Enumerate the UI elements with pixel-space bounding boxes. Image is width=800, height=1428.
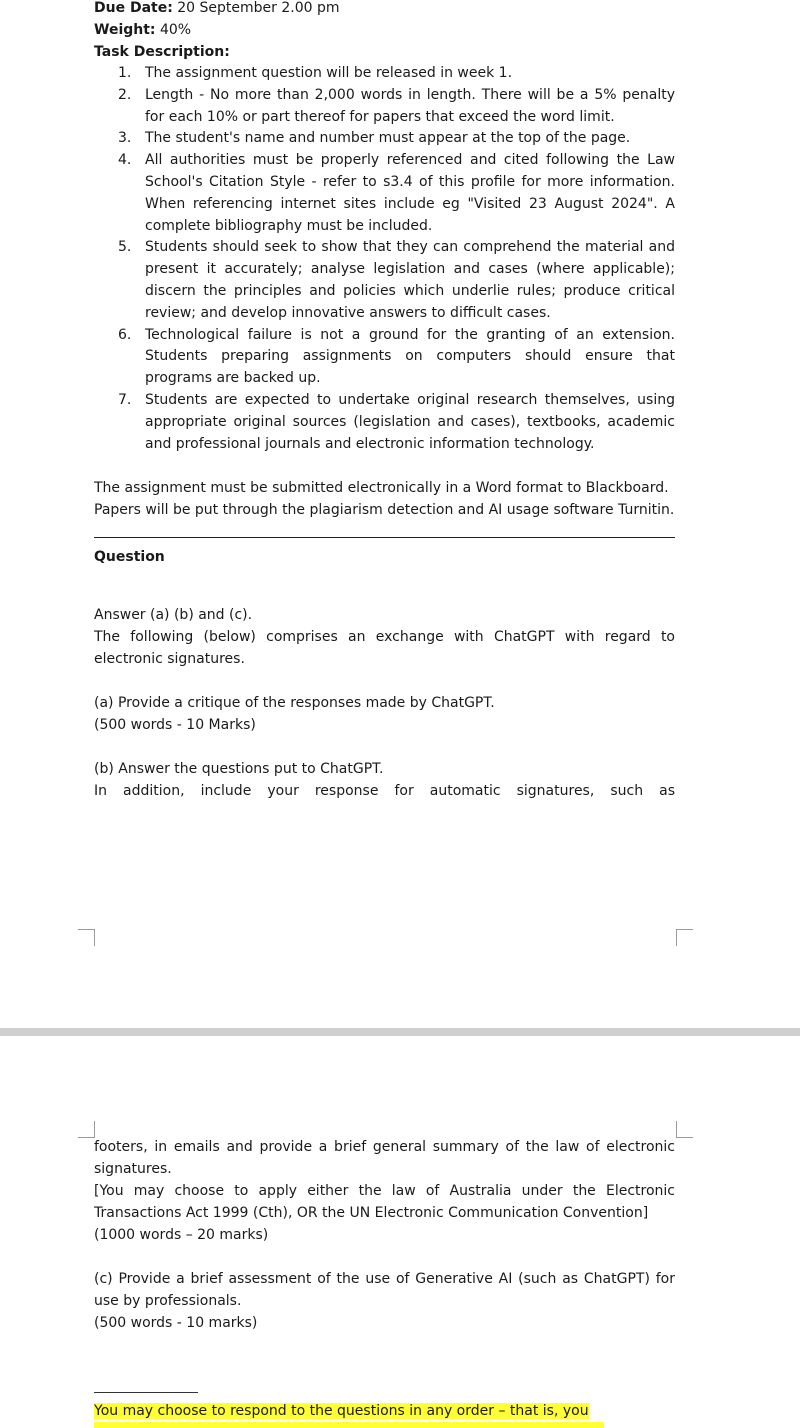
part-b-detail-continued: footers, in emails and provide a brief general summary of the law of electronic signatures. [94, 1139, 675, 1177]
list-item-text: The student's name and number must appear at the top of the page. [145, 130, 631, 147]
list-item-number: 3. [118, 130, 132, 147]
list-item-text: All authorities must be properly referenced and cited following the Law School's Citation Style - refer to s3.4 of this profile for more information. When referencing internet sites include eg "Visited 23 August 2024". A complete bibliography must be included. [145, 152, 675, 234]
part-b-marks: (1000 words – 20 marks) [94, 1227, 269, 1243]
list-item-text: Length - No more than 2,000 words in length. There will be a 5% penalty for each 10% or part thereof for papers that exceed the word limit. [145, 86, 675, 125]
question-intro: The following (below) comprises an exchange with ChatGPT with regard to electronic signatures. [94, 629, 675, 668]
list-item-text: Students are expected to undertake original research themselves, using appropriate original sources (legislation and cases), textbooks, academic and professional journals and electronic information technology. [145, 391, 675, 452]
list-item-text: The assignment question will be released in week 1. [145, 65, 513, 81]
due-date-label: Due Date: [94, 0, 173, 16]
list-item [94, 128, 675, 150]
crop-mark-icon [676, 1121, 693, 1138]
list-item-number: 5. [118, 239, 132, 256]
part-a-text: (a) Provide a critique of the responses made by ChatGPT. [94, 695, 495, 712]
list-item [94, 63, 675, 85]
plagiarism-text: Papers will be put through the plagiarism detection and AI usage software Turnitin. [94, 502, 675, 519]
footnote-rule [94, 1392, 198, 1393]
list-item-text: Students should seek to show that they can comprehend the material and present it accurately; analyse legislation and cases (where applicable); discern the principles and policies which underlie rules; produce critical review; and develop innovative answers to difficult cases. [145, 239, 675, 321]
part-b-detail: In addition, include your response for automatic signatures, such as [94, 783, 675, 800]
part-c-marks: (500 words - 10 marks) [94, 1315, 258, 1331]
list-item [94, 85, 675, 129]
list-item [94, 390, 675, 455]
task-list [94, 63, 675, 455]
page-2-body [94, 1136, 675, 1334]
crop-mark-icon [676, 929, 693, 946]
page-separator [0, 1028, 800, 1036]
list-item [94, 237, 675, 324]
due-date-line [94, 0, 675, 19]
list-item-text: Technological failure is not a ground for the granting of an extension. Students preparing assignments on computers should ensure that programs are backed up. [145, 326, 675, 387]
list-item-number: 2. [118, 86, 132, 103]
weight-value: 40% [159, 22, 192, 38]
due-date-value: 20 September 2.00 pm [177, 0, 340, 16]
task-description-label: Task Description: [94, 44, 230, 60]
part-b-option: [You may choose to apply either the law of Australia under the Electronic Transactions Act 1999 (Cth), OR the UN Electronic Communication Convention] [94, 1183, 675, 1221]
list-item-number: 1. [118, 65, 132, 81]
page-1-body [94, 0, 675, 802]
task-description-heading [94, 41, 675, 63]
highlighted-line-cutoff [94, 1422, 604, 1428]
answer-instruction: Answer (a) (b) and (c). [94, 607, 253, 624]
weight-label: Weight: [94, 22, 156, 38]
section-divider [94, 537, 675, 538]
list-item-number: 6. [118, 326, 132, 343]
highlighted-note [94, 1400, 675, 1422]
submission-text: The assignment must be submitted electronically in a Word format to Blackboard. [94, 480, 669, 497]
part-b-text: (b) Answer the questions put to ChatGPT. [94, 761, 384, 778]
list-item-number: 7. [118, 391, 132, 408]
list-item [94, 150, 675, 237]
list-item-number: 4. [118, 152, 132, 169]
part-c-text: (c) Provide a brief assessment of the use of Generative AI (such as ChatGPT) for use by professionals. [94, 1271, 675, 1309]
highlighted-note-text: You may choose to respond to the questions in any order – that is, you [94, 1403, 589, 1419]
part-a-marks: (500 words - 10 Marks) [94, 717, 256, 734]
crop-mark-icon [78, 929, 95, 946]
question-heading: Question [94, 549, 165, 566]
crop-mark-icon [78, 1121, 95, 1138]
weight-line [94, 19, 675, 41]
list-item [94, 325, 675, 390]
